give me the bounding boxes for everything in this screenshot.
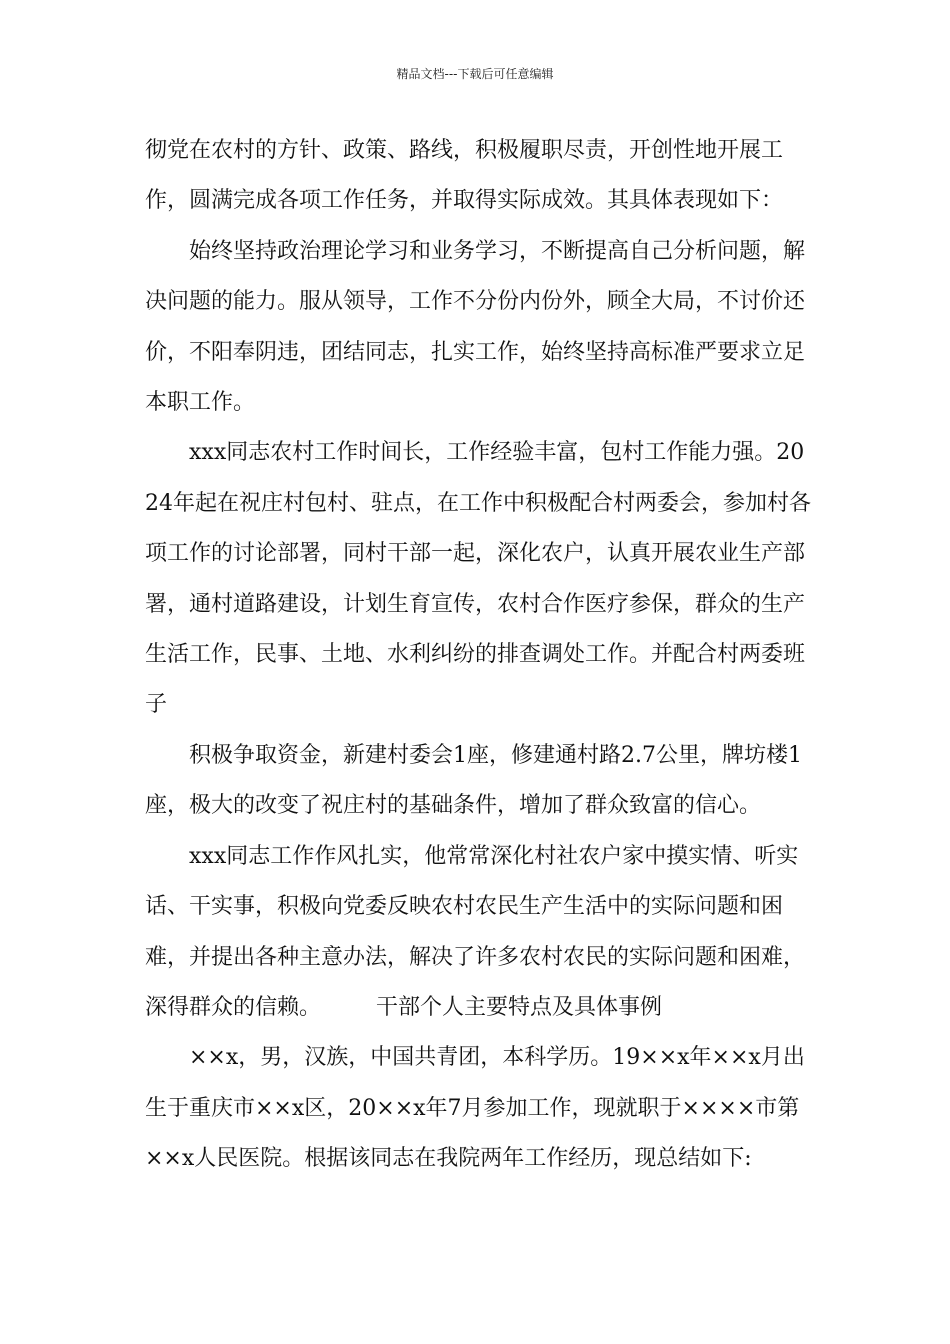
paragraph-2: 始终坚持政治理论学习和业务学习，不断提高自己分析问题，解决问题的能力。服从领导，工作不分份内份外，顾全大局，不讨价还价，不阳奉阴违，团结同志，扎实工作，始终坚持高标准严要求立足本职工作。 xyxy=(145,238,806,416)
paragraph-4: 积极争取资金，新建村委会1座，修建通村路2.7公里，牌坊楼1座，极大的改变了祝庄村的基础条件，增加了群众致富的信心。 xyxy=(145,742,802,819)
paragraph-1: 彻党在农村的方针、政策、路线，积极履职尽责，开创性地开展工作，圆满完成各项工作任务，并取得实际成效。其具体表现如下： xyxy=(145,138,784,214)
document-body xyxy=(145,126,815,1185)
paragraph-3: xxx同志农村工作时间长，工作经验丰富，包村工作能力强。2024年起在祝庄村包村、驻点，在工作中积极配合村两委会，参加村各项工作的讨论部署，同村干部一起，深化农户，认真开展农业生产部署，通村道路建设，计划生育宣传，农村合作医疗参保，群众的生产生活工作，民事、土地、水利纠纷的排查调处工作。并配合村两委班子 xyxy=(145,440,811,718)
paragraph-5: xxx同志工作作风扎实，他常常深化村社农户家中摸实情、听实话、干实事，积极向党委反映农村农民生产生活中的实际问题和困难，并提出各种主意办法，解决了许多农村农民的实际问题和困难，深得群众的信赖。 干部个人主要特点及具体事例 xyxy=(145,843,806,1020)
paragraph-6: ××x，男，汉族，中国共青团，本科学历。19××x年××x月出生于重庆市××x区，20××x年7月参加工作，现就职于××××市第××x人民医院。根据该同志在我院两年工作经历，现总结如下: xyxy=(145,1045,805,1172)
page-header: 精品文档---下载后可任意编辑 xyxy=(396,67,554,81)
